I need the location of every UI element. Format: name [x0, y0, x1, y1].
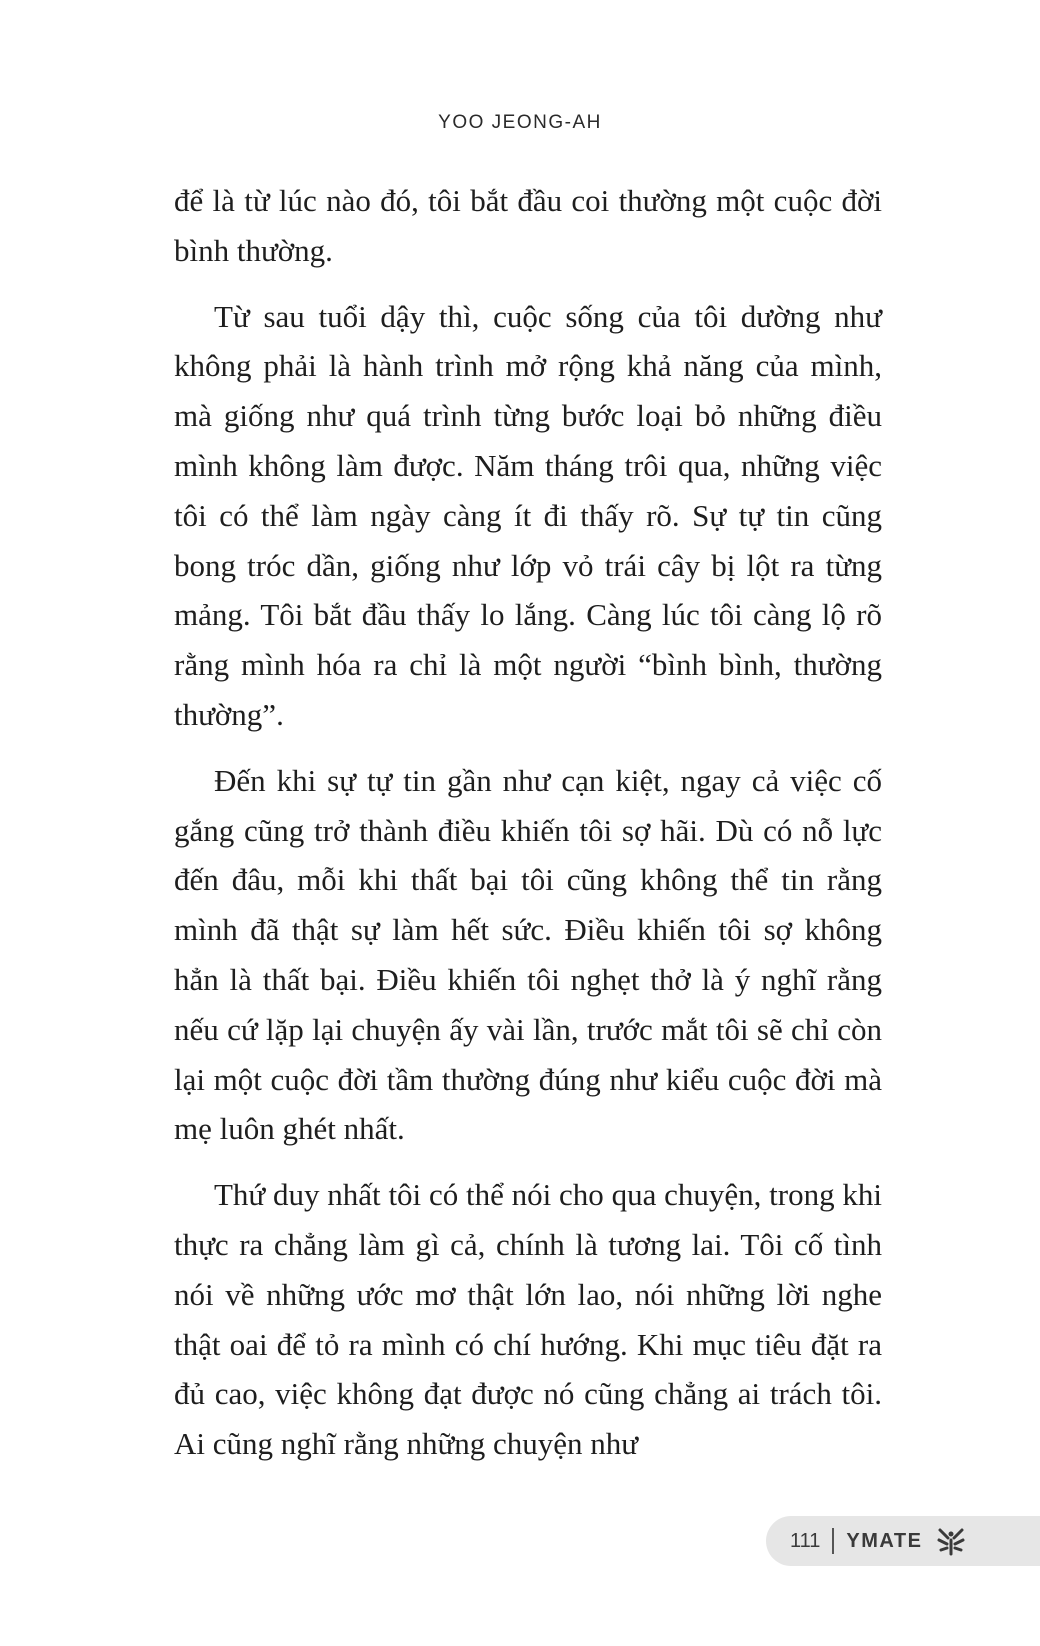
ymate-logo-icon — [934, 1524, 968, 1558]
paragraph: Đến khi sự tự tin gần như cạn kiệt, ngay cả việc cố gắng cũng trở thành điều khiến tôi sợ hãi. Dù có nỗ lực đến đâu, mỗi khi thất bại tôi cũng không thể tin rằng mình đã thật sự làm hết sức. Điều khiến tôi sợ không hẳn là thất bại. Điều khiến tôi nghẹt thở là ý nghĩ rằng nếu cứ lặp lại chuyện ấy vài lần, trước mắt tôi sẽ chỉ còn lại một cuộc đời tầm thường đúng như kiểu cuộc đời mà mẹ luôn ghét nhất. — [174, 762, 882, 1147]
page-footer — [790, 1516, 968, 1566]
body-text — [174, 176, 882, 1485]
footer-divider — [832, 1528, 834, 1554]
page-number: 111 — [790, 1529, 821, 1552]
running-header: YOO JEONG-AH — [438, 112, 602, 133]
paragraph-continued: để là từ lúc nào đó, tôi bắt đầu coi thường một cuộc đời bình thường. — [174, 183, 882, 268]
paragraph: Thứ duy nhất tôi có thể nói cho qua chuyện, trong khi thực ra chẳng làm gì cả, chính là tương lai. Tôi cố tình nói về những ước mơ thật lớn lao, nói những lời nghe thật oai để tỏ ra mình có chí hướng. Khi mục tiêu đặt ra đủ cao, việc không đạt được nó cũng chẳng ai trách tôi. Ai cũng nghĩ rằng những chuyện như — [174, 1177, 882, 1462]
brand-name: YMATE — [846, 1529, 923, 1552]
paragraph: Từ sau tuổi dậy thì, cuộc sống của tôi dường như không phải là hành trình mở rộng khả năng của mình, mà giống như quá trình từng bước loại bỏ những điều mình không làm được. Năm tháng trôi qua, những việc tôi có thể làm ngày càng ít đi thấy rõ. Sự tự tin cũng bong tróc dần, giống như lớp vỏ trái cây bị lột ra từng mảng. Tôi bắt đầu thấy lo lắng. Càng lúc tôi càng lộ rõ rằng mình hóa ra chỉ là một người “bình bình, thường thường”. — [174, 298, 882, 732]
